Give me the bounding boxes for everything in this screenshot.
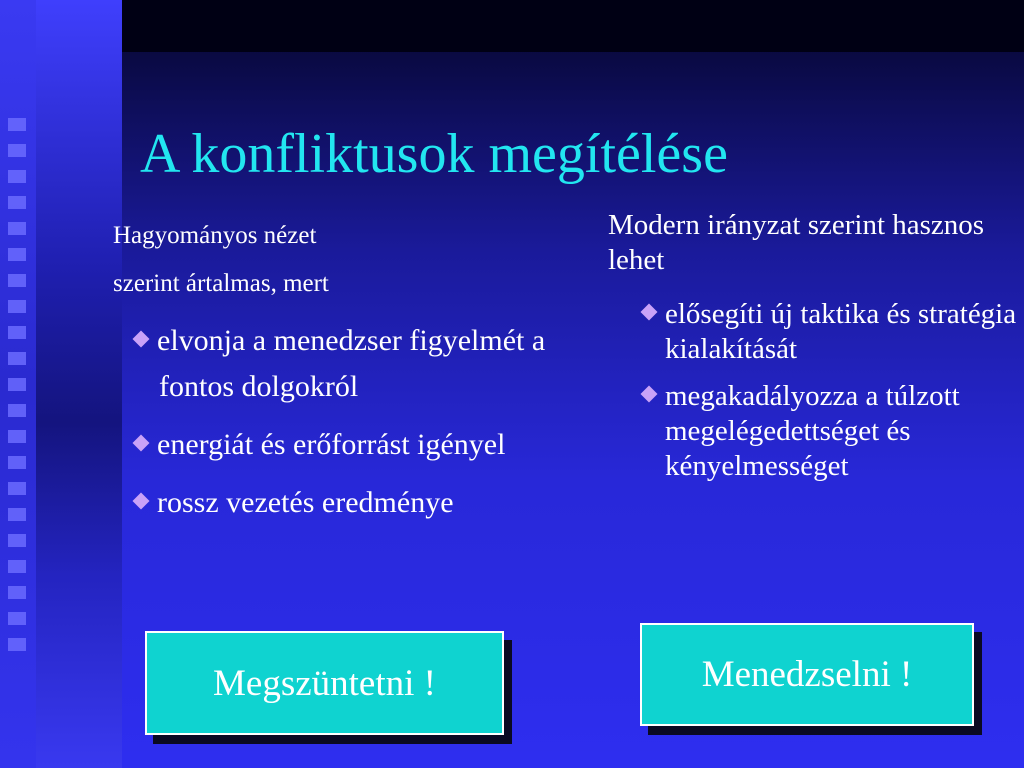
top-dark-band [122,0,1024,52]
manage-button[interactable]: Menedzselni ! [640,623,974,726]
left-heading [113,212,553,308]
slide-title: A konfliktusok megítélése [140,123,728,185]
list-item [135,422,575,468]
right-bullet-list [643,297,1023,496]
bullet-text: elősegíti új taktika és stratégia kialakítását [665,298,1017,365]
eliminate-button[interactable]: Megszüntetni ! [145,631,504,735]
left-heading-line: Hagyományos nézet [113,222,317,249]
left-square-pattern [8,118,26,658]
list-item [135,318,575,410]
list-item [643,379,1023,484]
diamond-bullet-icon [133,331,150,348]
left-heading-line: szerint ártalmas, mert [113,270,329,297]
list-item [643,297,1023,367]
right-heading: Modern irányzat szerint hasznos lehet [608,209,985,276]
list-item [135,480,575,526]
diamond-bullet-icon [133,493,150,510]
left-decor-gradient [36,0,122,768]
bullet-text: elvonja a menedzser figyelmét a fontos dolgokról [157,324,546,403]
diamond-bullet-icon [641,304,658,321]
bullet-text: rossz vezetés eredménye [157,486,454,519]
diamond-bullet-icon [133,435,150,452]
left-bullet-list [135,318,575,538]
bullet-text: energiát és erőforrást igényel [157,428,506,461]
diamond-bullet-icon [641,386,658,403]
bullet-text: megakadályozza a túlzott megelégedettséget és kényelmességet [665,380,960,482]
